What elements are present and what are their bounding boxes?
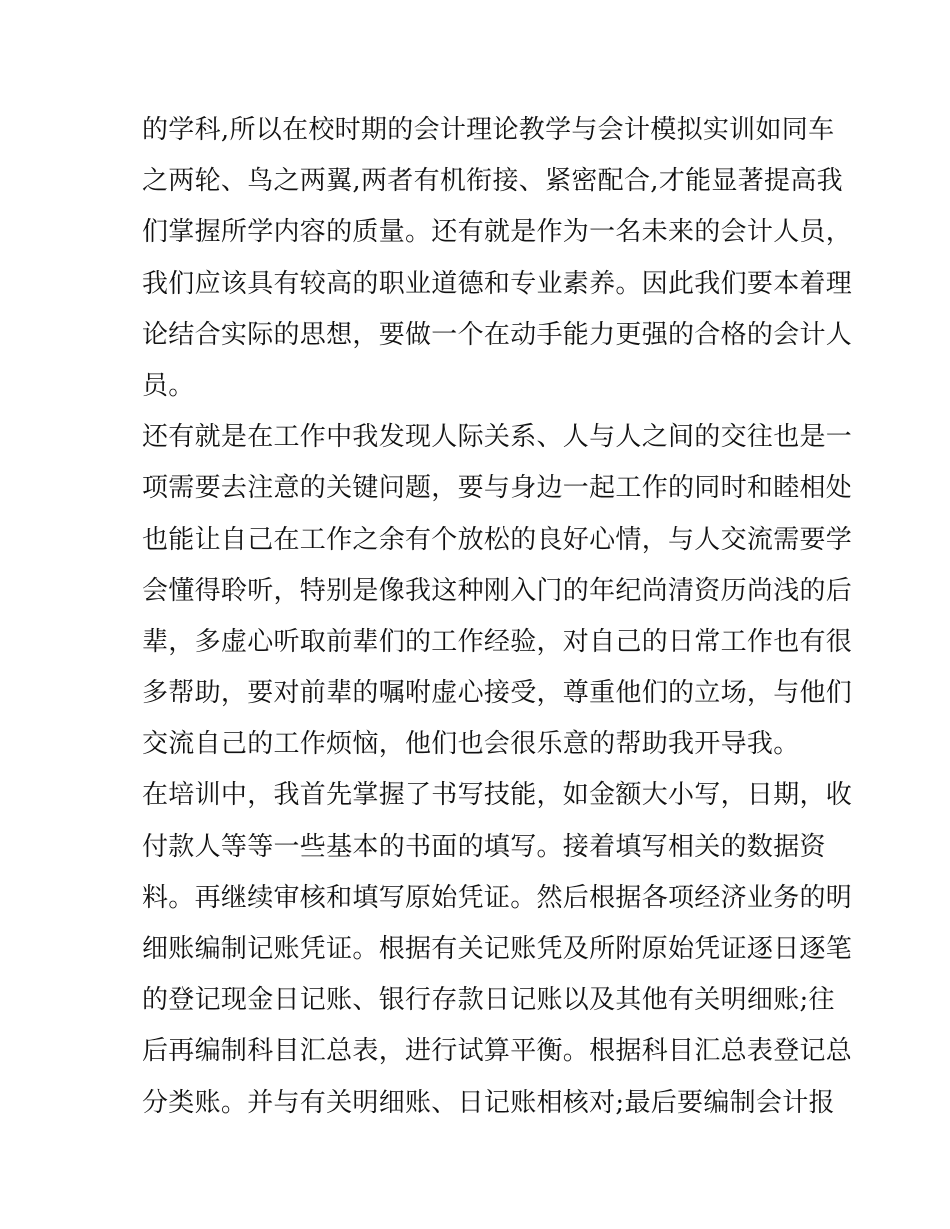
text-line: 还有就是在工作中我发现人际关系、人与人之间的交往也是一 [142,422,853,453]
text-line: 我们应该具有较高的职业道德和专业素养。因此我们要本着理 [142,268,853,299]
text-line: 付款人等等一些基本的书面的填写。接着填写相关的数据资 [142,831,826,862]
text-line: 多帮助，要对前辈的嘱咐虚心接受，尊重他们的立场，与他们 [142,678,853,709]
text-line: 之两轮、鸟之两翼,两者有机衔接、紧密配合,才能显著提高我 [142,166,843,197]
text-line: 辈，多虚心听取前辈们的工作经验，对自己的日常工作也有很 [142,626,853,657]
text-line: 论结合实际的思想，要做一个在动手能力更强的合格的会计人 [142,319,853,350]
body-text [142,105,853,1129]
text-line: 也能让自己在工作之余有个放松的良好心情，与人交流需要学 [142,524,853,555]
text-line: 细账编制记账凭证。根据有关记账凭及所附原始凭证逐日逐笔 [142,934,853,964]
text-line: 在培训中，我首先掌握了书写技能，如金额大小写，日期，收 [142,780,853,811]
text-line: 后再编制科目汇总表，进行试算平衡。根据科目汇总表登记总 [142,1036,853,1067]
text-line: 会懂得聆听，特别是像我这种刚入门的年纪尚清资历尚浅的后 [142,575,853,606]
text-line: 的学科,所以在校时期的会计理论教学与会计模拟实训如同车 [142,115,835,145]
text-line: 的登记现金日记账、银行存款日记账以及其他有关明细账;往 [142,985,835,1016]
text-line: 项需要去注意的关键问题，要与身边一起工作的同时和睦相处 [142,473,853,504]
text-line: 员。 [142,370,195,401]
text-line: 们掌握所学内容的质量。还有就是作为一名未来的会计人员， [142,217,853,248]
text-line: 分类账。并与有关明细账、日记账相核对;最后要编制会计报 [142,1087,835,1118]
text-line: 交流自己的工作烦恼，他们也会很乐意的帮助我开导我。 [142,729,800,760]
text-line: 料。再继续审核和填写原始凭证。然后根据各项经济业务的明 [142,882,853,913]
